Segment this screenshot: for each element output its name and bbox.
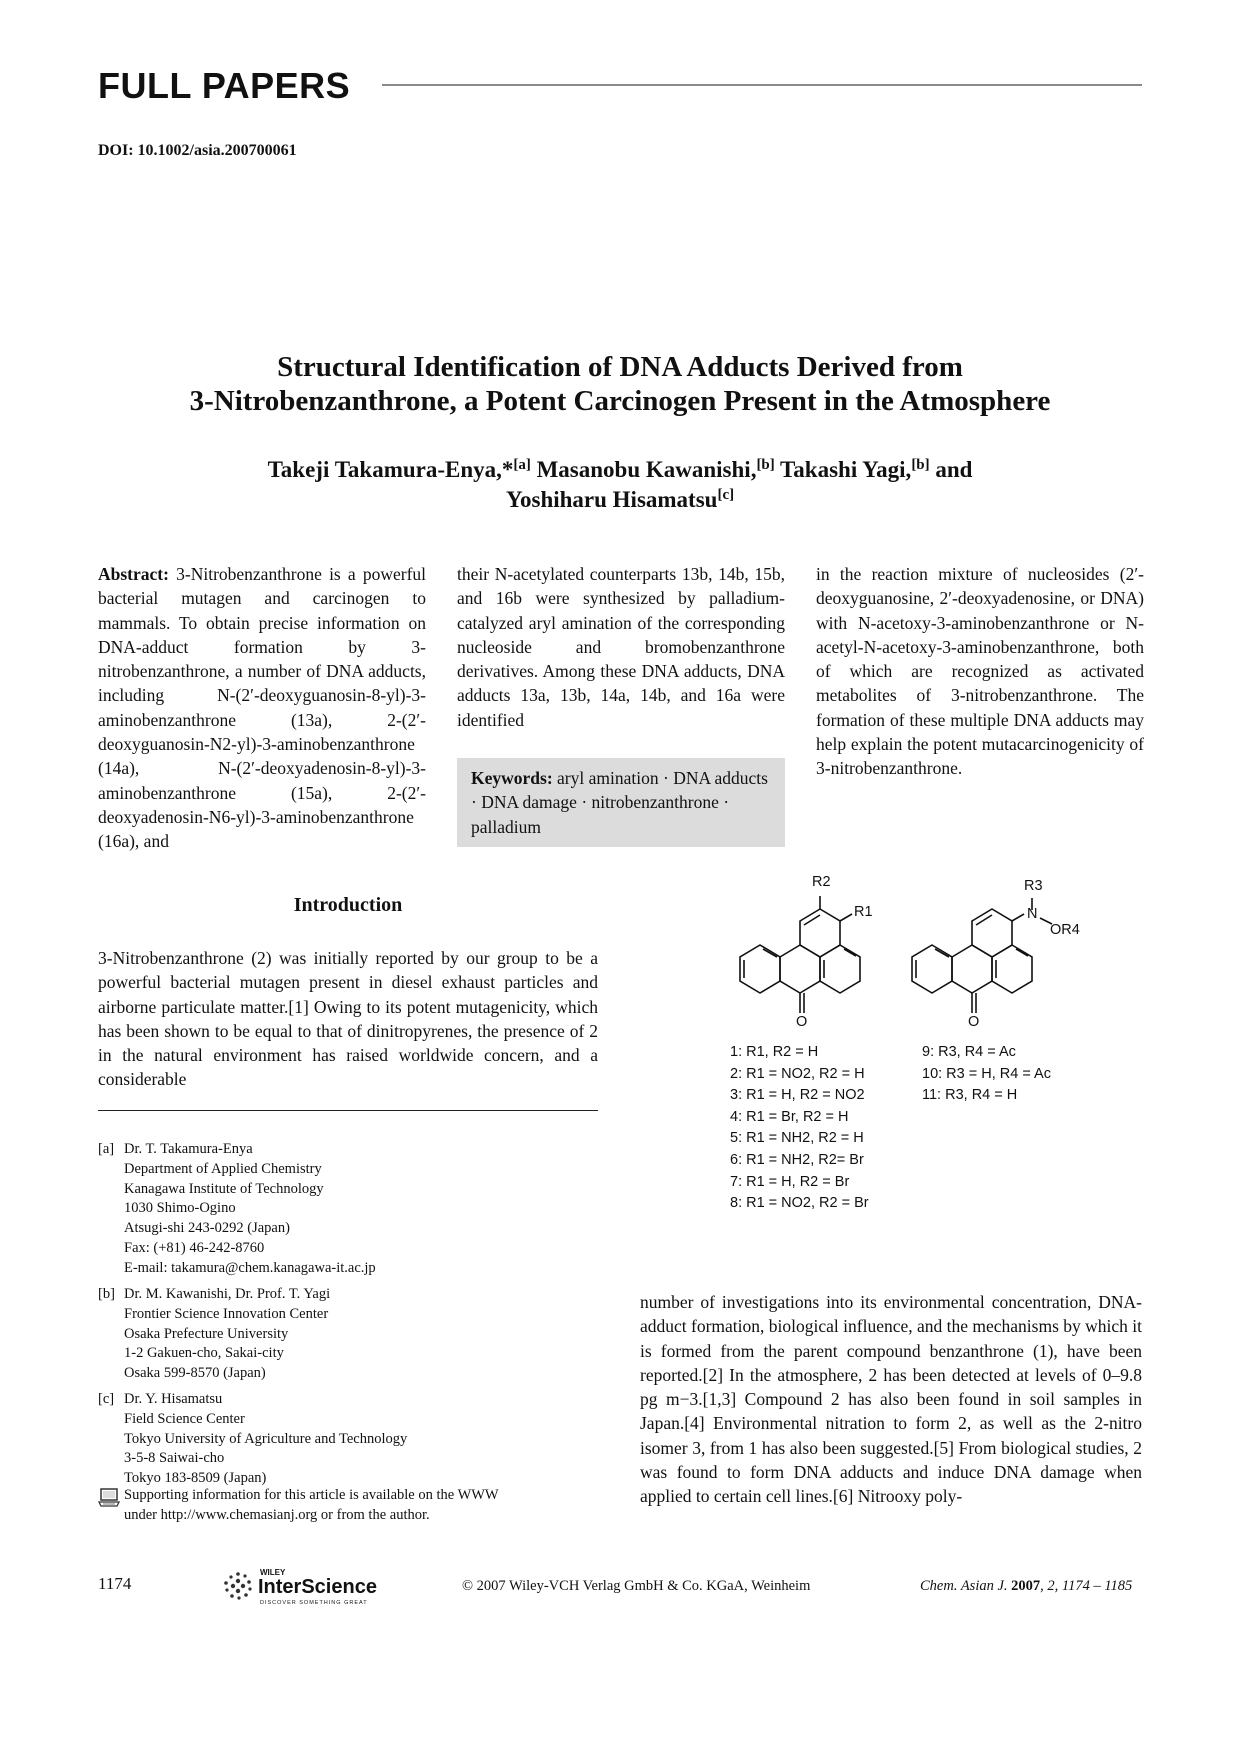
author-1: Takeji Takamura-Enya,*: [267, 457, 514, 482]
affiliation-line: Dr. T. Takamura-Enya: [124, 1141, 253, 1157]
keywords-box: Keywords: aryl amination · DNA adducts · DNA damage · nitrobenzanthrone · palladium: [457, 758, 785, 847]
affiliation-tag: [a]: [98, 1141, 115, 1157]
article-title: [100, 350, 1140, 418]
author-2-affil: [b]: [756, 456, 775, 473]
keyword: DNA adducts: [673, 768, 768, 788]
compound-9: 9: R3, R4 = Ac: [922, 1044, 1016, 1060]
affiliation-line: 1030 Shimo-Ogino: [124, 1200, 236, 1217]
wiley-small: WILEY: [260, 1568, 286, 1577]
affiliation-tag: [c]: [98, 1391, 115, 1407]
affiliation-line: Tokyo 183-8509 (Japan): [124, 1470, 267, 1487]
introduction-heading: Introduction: [293, 894, 403, 916]
journal-volume-pages: , 2, 1174 – 1185: [1040, 1578, 1133, 1594]
compound-4: 4: R1 = Br, R2 = H: [730, 1108, 849, 1125]
introduction-paragraph-1: 3-Nitrobenzanthrone (2) was initially reported by our group to be a powerful bacterial mutagen present in diesel exhaust particles and airborne particulate matter.[1] Owing to its potent mutagenicity, which has been shown to be equal to that of dinitropyrenes, the presence of 2 in the natural environment has raised worldwide concern, and a considerable: [98, 948, 598, 1090]
label-r2-text: R2: [812, 874, 831, 890]
compound-3: 3: R1 = H, R2 = NO2: [730, 1087, 865, 1104]
affiliation-line: Frontier Science Innovation Center: [124, 1305, 329, 1322]
interscience-wordmark: InterScience: [258, 1576, 377, 1598]
author-2: Masanobu Kawanishi,: [530, 457, 757, 482]
affiliation-line: Atsugi-shi 243-0292 (Japan): [124, 1220, 290, 1237]
authors-line-1: [100, 455, 1140, 485]
keyword: DNA damage: [481, 792, 577, 813]
keywords-label: Keywords:: [471, 768, 553, 788]
abstract-column-2: [457, 562, 785, 732]
affiliation-line: 1-2 Gakuen-cho, Sakai-city: [124, 1345, 284, 1362]
affiliation-line: Kanagawa Institute of Technology: [124, 1180, 324, 1197]
affiliation-line: 3-5-8 Saiwai-cho: [124, 1450, 225, 1467]
keyword: nitrobenzanthrone: [591, 792, 719, 813]
supporting-line-1: Supporting information for this article is available on the WWW: [124, 1487, 499, 1503]
author-4-affil: [c]: [717, 486, 735, 503]
label-r1: [854, 902, 873, 924]
chemical-scheme: [700, 874, 1120, 1220]
keyword: palladium: [471, 816, 541, 837]
abstract-text-3: in the reaction mixture of nucleosides (2′-deoxyguanosine, 2′-deoxyadenosine, or DNA) with N-acetoxy-3-aminobenzanthrone or N-acetyl-N-acetoxy-3-aminobenzanthrone, both of which are recognized as activated metabolites of 3-nitrobenzanthrone. The formation of these multiple DNA adducts may help explain the potent mutacarcinogenicity of 3-nitrobenzanthrone.: [816, 564, 1144, 779]
affiliation-line: Field Science Center: [124, 1410, 245, 1427]
journal-name: Chem. Asian J.: [920, 1578, 1008, 1594]
label-or4: OR4: [1050, 922, 1080, 938]
affiliation-line: Department of Applied Chemistry: [124, 1160, 322, 1177]
globe-dots-icon: [222, 1570, 254, 1602]
compound-5: 5: R1 = NH2, R2 = H: [730, 1130, 864, 1147]
compound-8: 8: R1 = NO2, R2 = Br: [730, 1195, 869, 1212]
computer-icon: [98, 1488, 120, 1508]
compound-10: 10: R3 = H, R4 = Ac: [922, 1065, 1051, 1082]
label-r3: R3: [1024, 878, 1043, 894]
affiliation-line: Fax: (+81) 46-242-8760: [124, 1239, 265, 1256]
author-1-affil: [a]: [513, 456, 531, 473]
affiliation-line: Osaka 599-8570 (Japan): [124, 1365, 266, 1382]
journal-citation: [920, 1578, 1132, 1595]
authors-line-2: [100, 485, 1140, 515]
affiliation-line: Dr. M. Kawanishi, Dr. Prof. T. Yagi: [124, 1286, 331, 1302]
author-4: Yoshiharu Hisamatsu: [505, 487, 718, 512]
label-r1-text: R1: [854, 904, 873, 920]
authors-and: and: [929, 457, 973, 482]
label-r2: [812, 872, 831, 894]
abstract-text-2: their N-acetylated counterparts 13b, 14b, 15b, and 16b were synthesized by palladium-catalyzed aryl amination of the corresponding nucleoside and bromobenzanthrone derivatives. Among these DNA adducts, DNA adducts 13a, 13b, 14a, 14b, and 16a were identified: [457, 564, 785, 730]
author-3-affil: [b]: [911, 456, 930, 473]
affiliation-line: E-mail: takamura@chem.kanagawa-it.ac.jp: [124, 1259, 376, 1276]
compound-2: 2: R1 = NO2, R2 = H: [730, 1065, 865, 1082]
affiliation-line: Osaka Prefecture University: [124, 1325, 289, 1342]
affiliation-line: Dr. Y. Hisamatsu: [124, 1391, 223, 1407]
compound-7: 7: R1 = H, R2 = Br: [730, 1173, 850, 1190]
label-oxygen-right: O: [968, 1014, 980, 1030]
footnote-rule: [98, 1110, 598, 1111]
page-number: 1174: [98, 1574, 132, 1593]
title-line-2: 3-Nitrobenzanthrone, a Potent Carcinogen Present in the Atmosphere: [189, 385, 1051, 417]
label-oxygen-left: O: [796, 1014, 808, 1030]
abstract-column-1: [98, 562, 426, 854]
compound-list-right: [922, 1042, 1051, 1107]
affiliation-tag: [b]: [98, 1286, 115, 1302]
abstract-column-3: [816, 562, 1144, 781]
affiliation-line: Tokyo University of Agriculture and Technology: [124, 1430, 408, 1447]
section-header: FULL PAPERS: [98, 65, 351, 106]
copyright: © 2007 Wiley-VCH Verlag GmbH & Co. KGaA, Weinheim: [462, 1578, 811, 1594]
abstract-label: Abstract:: [98, 564, 169, 584]
keyword: aryl amination: [557, 768, 659, 788]
journal-year: 2007: [1011, 1578, 1041, 1594]
compound-list-left: [730, 1042, 869, 1215]
compound-1: 1: R1, R2 = H: [730, 1044, 819, 1060]
publisher-tagline: DISCOVER SOMETHING GREAT: [260, 1600, 368, 1606]
header-rule: [382, 84, 1142, 86]
doi: DOI: 10.1002/asia.200700061: [98, 142, 297, 159]
title-line-1: Structural Identification of DNA Adducts Derived from: [277, 351, 963, 383]
compound-11: 11: R3, R4 = H: [922, 1087, 1018, 1104]
benzanthrone-structures: [700, 890, 1120, 1030]
compound-6: 6: R1 = NH2, R2= Br: [730, 1151, 864, 1168]
abstract-text-1: 3-Nitrobenzanthrone is a powerful bacterial mutagen and carcinogen to mammals. To obtain precise information on DNA-adduct formation by 3-nitrobenzanthrone, a number of DNA adducts, including N-(2′-deoxyguanosin-8-yl)-3-aminobenzanthrone (13a), 2-(2′-deoxyguanosin-N2-yl)-3-aminobenzanthrone (14a), N-(2′-deoxyadenosin-8-yl)-3-aminobenzanthrone (15a), 2-(2′-deoxyadenosin-N6-yl)-3-aminobenzanthrone (16a), and: [98, 564, 427, 852]
author-3: Takashi Yagi,: [774, 457, 912, 482]
wiley-interscience-logo: [222, 1568, 412, 1608]
label-nitrogen: N: [1027, 906, 1038, 922]
introduction-paragraph-2: number of investigations into its environmental concentration, DNA-adduct formation, biological influence, and the mechanisms by which it is formed from the parent compound benzanthrone (1), have been reported.[2] In the atmosphere, 2 has been detected at levels of 0–9.8 pg m−3.[1,3] Compound 2 has also been found in soil samples in Japan.[4] Environmental nitration to form 2, as well as the 2-nitro isomer 3, from 1 has also been suggested.[5] From biological studies, 2 was found to form DNA adducts and induce DNA damage when applied to certain cell lines.[6] Nitrooxy poly-: [640, 1292, 1143, 1507]
author-list: [100, 455, 1140, 515]
supporting-line-2: under http://www.chemasianj.org or from the author.: [124, 1506, 430, 1523]
